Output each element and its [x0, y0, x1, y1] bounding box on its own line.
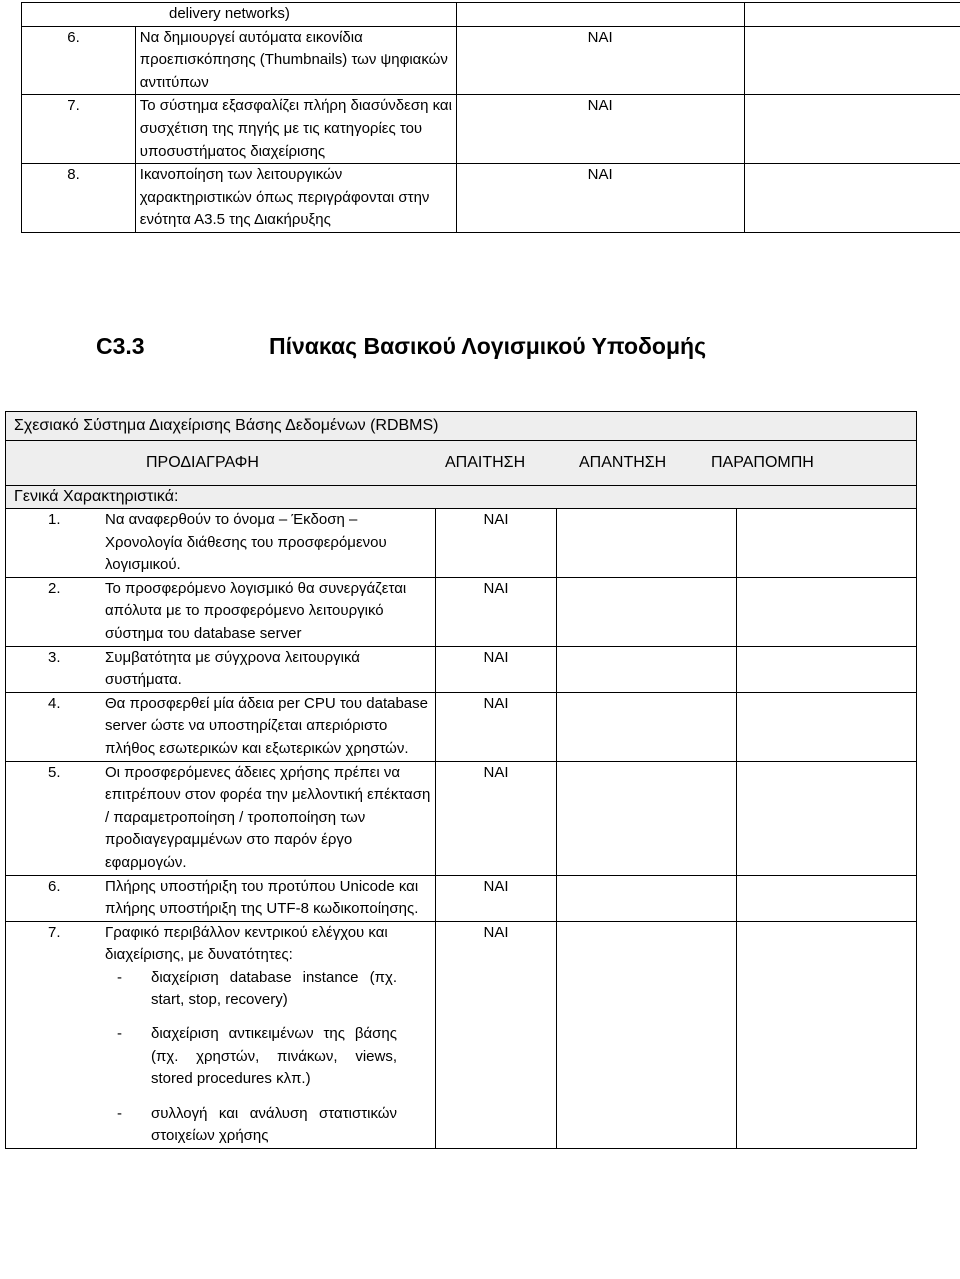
row-text: Να δημιουργεί αυτόματα εικονίδια προεπισκόπησης (Thumbnails) των ψηφιακών αντιτύπων	[135, 26, 456, 95]
header-requirement: ΑΠΑΙΤΗΣΗ	[445, 454, 526, 471]
sub-item	[117, 1023, 435, 1091]
row-number: 2.	[6, 577, 104, 646]
table-row	[6, 761, 917, 875]
row-answer: ΝΑΙ	[456, 26, 744, 95]
row-answer: ΝΑΙ	[456, 95, 744, 164]
row-answer: ΝΑΙ	[436, 692, 557, 761]
row-text: Συμβατότητα με σύγχρονα λειτουργικά συστήματα.	[103, 646, 436, 692]
table-row	[6, 646, 917, 692]
row-answer: ΝΑΙ	[436, 875, 557, 921]
row-answer: ΝΑΙ	[436, 509, 557, 578]
sub-item	[117, 967, 435, 1012]
row-answer-cell	[557, 509, 737, 578]
row-text: Να αναφερθούν το όνομα – Έκδοση – Χρονολογία διάθεσης του προσφερόμενου λογισμικού.	[103, 509, 436, 578]
row-text: Πλήρης υποστήριξη του προτύπου Unicode και πλήρης υποστήριξη της UTF-8 κωδικοποίησης.	[103, 875, 436, 921]
row-number: 6.	[6, 875, 104, 921]
rdbms-requirements-table	[5, 411, 917, 1149]
table-row	[22, 164, 960, 233]
row-reference	[744, 95, 960, 164]
row-text: Το σύστημα εξασφαλίζει πλήρη διασύνδεση και συσχέτιση της πηγής με τις κατηγορίες του υποσυστήματος διαχείρισης	[135, 95, 456, 164]
continuation-text: delivery networks)	[22, 3, 457, 27]
header-answer: ΑΠΑΝΤΗΣΗ	[579, 454, 667, 471]
table-row	[22, 95, 960, 164]
row-number: 1.	[6, 509, 104, 578]
row-answer: ΝΑΙ	[436, 646, 557, 692]
row-number: 3.	[6, 646, 104, 692]
header-spec: ΠΡΟΔΙΑΓΡΑΦΗ	[146, 454, 259, 471]
row-number: 7.	[6, 921, 104, 1148]
row-number: 8.	[22, 164, 136, 233]
table-header	[6, 441, 917, 486]
table-title: Σχεσιακό Σύστημα Διαχείρισης Βάσης Δεδομένων (RDBMS)	[6, 412, 917, 441]
table-row	[6, 692, 917, 761]
sub-item-text: συλλογή και ανάλυση στατιστικών στοιχείων χρήσης	[151, 1104, 397, 1145]
table-row	[6, 577, 917, 646]
table-row	[6, 509, 917, 578]
row-text: Θα προσφερθεί μία άδεια per CPU του database server ώστε να υποστηρίζεται απεριόριστο πλήθος εσωτερικών και εξωτερικών χρηστών.	[103, 692, 436, 761]
row-answer: ΝΑΙ	[436, 577, 557, 646]
sub-item-dash: -	[117, 968, 122, 986]
row-answer: ΝΑΙ	[456, 164, 744, 233]
table-row	[6, 921, 917, 1148]
header-reference: ΠΑΡΑΠΟΜΠΗ	[711, 454, 814, 471]
sub-item-text: διαχείριση αντικειμένων της βάσης (πχ. χρηστών, πινάκων, views, stored procedures κλπ.)	[151, 1025, 397, 1088]
top-requirements-table	[21, 2, 960, 233]
sub-item-text: διαχείριση database instance (πχ. start, stop, recovery)	[151, 968, 397, 1009]
row-reference	[744, 164, 960, 233]
row-number: 7.	[22, 95, 136, 164]
table-row	[6, 875, 917, 921]
row-reference	[737, 509, 917, 578]
row-text: Το προσφερόμενο λογισμικό θα συνεργάζεται απόλυτα με το προσφερόμενο λειτουργικό σύστημα του database server	[103, 577, 436, 646]
sub-item-dash: -	[117, 1025, 122, 1043]
row-number: 6.	[22, 26, 136, 95]
row-number: 5.	[6, 761, 104, 875]
row-text: Ικανοποίηση των λειτουργικών χαρακτηριστικών όπως περιγράφονται στην ενότητα Α3.5 της Διακήρυξης	[135, 164, 456, 233]
group-label: Γενικά Χαρακτηριστικά:	[6, 486, 917, 509]
row-answer: ΝΑΙ	[436, 921, 557, 1148]
table-row	[22, 3, 960, 27]
sub-item-dash: -	[117, 1104, 122, 1122]
row-text: Οι προσφερόμενες άδειες χρήσης πρέπει να επιτρέπουν στον φορέα την μελλοντική επέκταση / παραμετροποίηση / τροποποίηση των προδιαγεγραμμένων στο παρόν έργο εφαρμογών.	[103, 761, 436, 875]
row-text: Γραφικό περιβάλλον κεντρικού ελέγχου και διαχείρισης, με δυνατότητες:	[105, 923, 388, 964]
section-title: Πίνακας Βασικού Λογισμικού Υποδομής	[269, 333, 707, 359]
row-number: 4.	[6, 692, 104, 761]
row-reference	[744, 26, 960, 95]
section-code: C3.3	[96, 333, 145, 359]
sub-item	[117, 1103, 435, 1148]
table-row	[22, 26, 960, 95]
row-answer: ΝΑΙ	[436, 761, 557, 875]
